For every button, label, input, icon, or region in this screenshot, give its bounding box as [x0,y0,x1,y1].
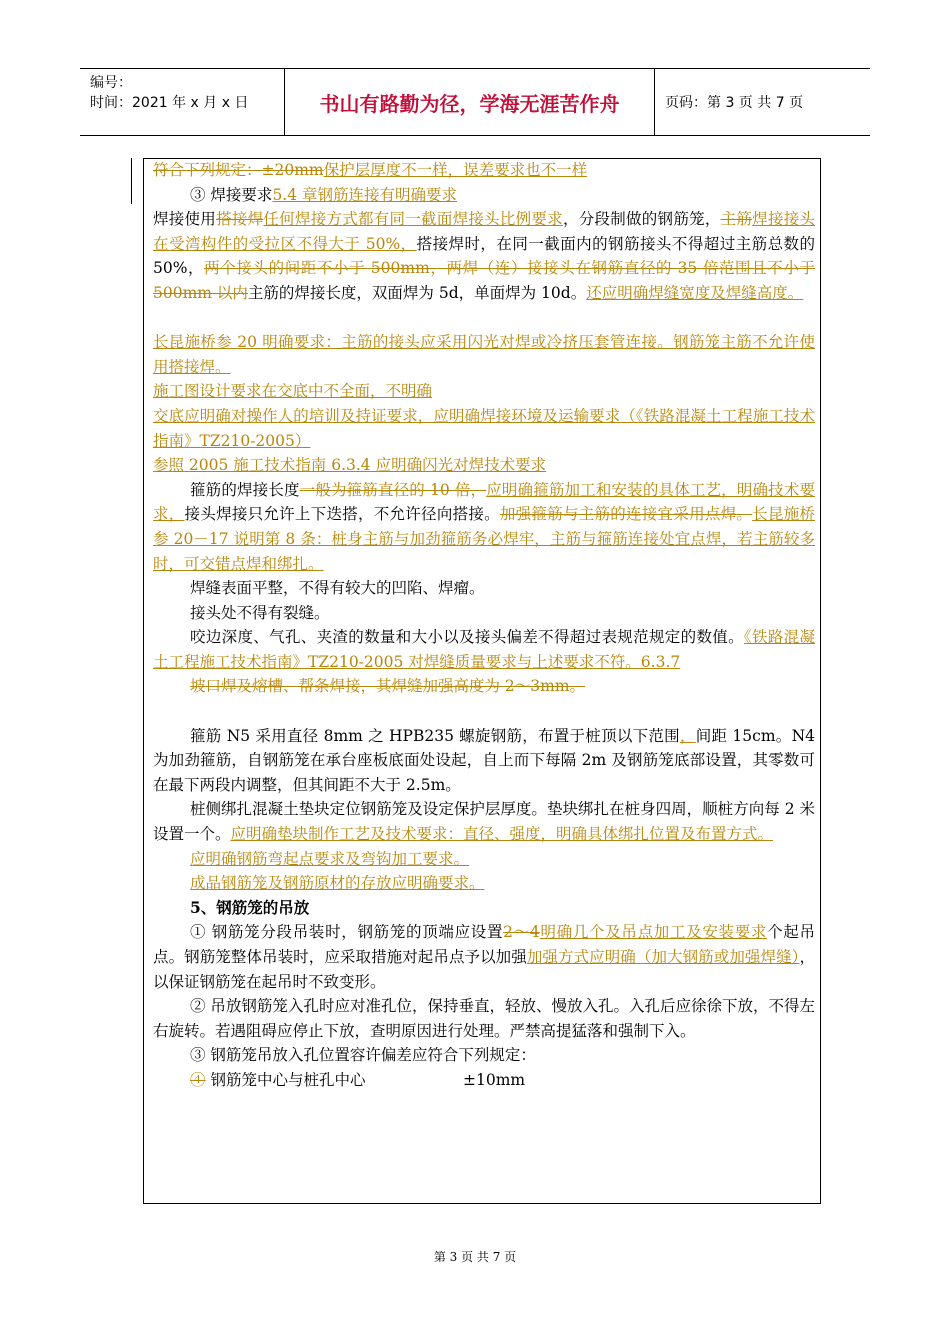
inserted-text: 应明确垫块制作工艺及技术要求：直径、强度，明确具体绑扎位置及布置方式。 [230,825,774,844]
inserted-text: 长昆施桥参 20－17 说明第 8 条：桩身主筋与加劲箍筋务必焊牢，主筋与箍筋连接处宜点焊，若主筋较多时，可交错点焊和绑扎。 [153,505,815,573]
text: ，分段制做的钢筋笼， [562,210,721,229]
text: 焊接使用 [153,210,217,229]
inserted-text: 保护层厚度不一样，误差要求也不一样 [323,161,588,179]
deleted-text: ±20mm [261,161,324,179]
text: 搭接焊时，在同一截面内的钢筋接头不得超过主筋总数的 50%， [153,234,815,278]
paragraph [153,330,815,379]
text: 钢筋笼中心与桩孔中心 [205,1070,366,1089]
text: 接头焊接只允许上下迭搭，不允许径向搭接。 [184,505,500,524]
paragraph [153,379,815,404]
text: 主筋的焊接长度，双面焊为 5d，单面焊为 10d。 [247,283,587,302]
paragraph [153,404,815,453]
deleted-text: 主筋 [720,210,753,229]
text: 间距 15cm。N4 为加劲箍筋，自钢筋笼在承台座板底面处设起，自上而下每隔 2m 及钢筋笼底部设置，其零数可在最下两段内调整，但其间距不大于 2.5m。 [153,726,815,794]
paragraph [153,158,815,183]
deleted-text: 加强箍筋与主筋的连接宜采用点焊。 [499,505,753,524]
deleted-text: 符合下列规定： [153,161,262,179]
text: ③ 焊接要求 [190,185,273,204]
paragraph: 接头处不得有裂缝。 [190,603,330,622]
paragraph [153,453,815,478]
inserted-text: 还应明确焊缝宽度及焊缝高度。 [586,283,804,302]
paragraph [153,920,815,994]
paragraph [153,871,815,896]
inserted-text: 应明确钢筋弯起点要求及弯钩加工要求。 [190,849,470,868]
text: ① 钢筋笼分段吊装时，钢筋笼的顶端应设置 [190,923,504,942]
inserted-text: 参照 2005 施工技术指南 6.3.4 应明确闪光对焊技术要求 [153,456,547,475]
deleted-text: 坡口焊及熔槽、帮条焊接，其焊缝加强高度为 2～3mm。 [190,677,586,696]
paragraph [153,207,815,305]
paragraph [153,674,815,699]
doc-number-label: 编号： [90,75,132,91]
inserted-text: 任何焊接方式都有同一截面焊接头比例要求 [263,210,563,229]
inserted-text: 5.4 章钢筋连接有明确要求 [272,185,458,204]
section-heading: 5、钢筋笼的吊放 [190,897,310,917]
tolerance-item [153,1068,463,1093]
paragraph: ③ 钢筋笼吊放入孔位置容许偏差应符合下列规定： [190,1046,536,1065]
inserted-text: 加强方式应明确（加大钢筋或加强焊缝） [526,948,800,966]
inserted-text: 交底应明确对操作人的培训及持证要求，应明确焊接环境及运输要求（《铁路混凝土工程施工技术指南》TZ210-2005） [153,406,815,450]
blank-line [153,699,815,724]
paragraph [153,183,815,208]
text: ，以保证钢筋笼在起吊时不致变形。 [153,948,815,991]
paragraph: 焊缝表面平整，不得有较大的凹陷、焊瘤。 [190,579,485,598]
deleted-text: 一般为箍筋直径的 10 倍， [299,480,487,499]
inserted-text: 应明确箍筋加工和安装的具体工艺，明确技术要求， [153,480,815,524]
deleted-text: 2～4 [503,923,540,942]
text: 箍筋 N5 采用直径 8mm 之 HPB235 螺旋钢筋，布置于桩顶以下范围 [190,726,680,745]
paragraph [153,724,815,798]
page-header [80,68,870,136]
inserted-text: 明确几个及吊点加工及安装要求 [539,923,768,942]
text: 个起吊点。钢筋笼整体吊装时，应采取措施对起吊点予以加强 [153,923,815,966]
paragraph [153,625,815,674]
inserted-text: 施工图设计要求在交底中不全面，不明确 [153,382,433,401]
inserted-text: 长昆施桥参 20 明确要求：主筋的接头应采用闪光对焊或冷挤压套管连接。钢筋笼主筋不允许使用搭接焊。 [153,333,815,376]
header-page-info: 页码：第 3 页 共 7 页 [665,95,804,111]
paragraph: ② 吊放钢筋笼入孔时应对准孔位，保持垂直，轻放、慢放入孔。入孔后应徐徐下放，不得左右旋转。若遇阻碍应停止下放，查明原因进行处理。严禁高提猛落和强制下入。 [153,997,815,1040]
inserted-text: 《铁路混凝土工程施工技术指南》TZ210-2005 对焊缝质量要求与上述要求不符。6.3.7 [153,628,815,671]
header-motto: 书山有路勤为径，学海无涯苦作舟 [285,69,655,135]
header-meta [80,69,285,135]
deleted-text: 搭接焊 [216,210,264,229]
paragraph [153,847,815,872]
page-footer: 第 3 页 共 7 页 [433,1250,517,1264]
deleted-text: 两个接头的间距不小于 500mm，两焊（连）接接头在钢筋直径的 35 倍范围且不小于 500mm 以内 [153,259,815,302]
document-body [153,158,815,1093]
inserted-text: 焊接接头在受湾构件的受拉区不得大于 50%， [153,210,815,253]
inserted-text: ， [679,726,696,745]
deleted-text: ④ [190,1070,206,1089]
paragraph [153,478,815,576]
doc-time-label: 时间：2021 年 x 月 x 日 [90,95,249,111]
text: 咬边深度、气孔、夹渣的数量和大小以及接头偏差不得超过表规范规定的数值。 [190,628,744,647]
text: 箍筋的焊接长度 [190,480,300,499]
tolerance-row [153,1068,815,1093]
text: 桩侧绑扎混凝土垫块定位钢筋笼及设定保护层厚度。垫块绑扎在桩身四周，顺桩方向每 2 米设置一个。 [153,800,815,844]
blank-line [153,306,815,331]
inserted-text: 成品钢筋笼及钢筋原材的存放应明确要求。 [190,874,485,893]
paragraph [153,797,815,846]
margin-line [131,158,132,204]
tolerance-value: ±10mm [463,1070,526,1089]
